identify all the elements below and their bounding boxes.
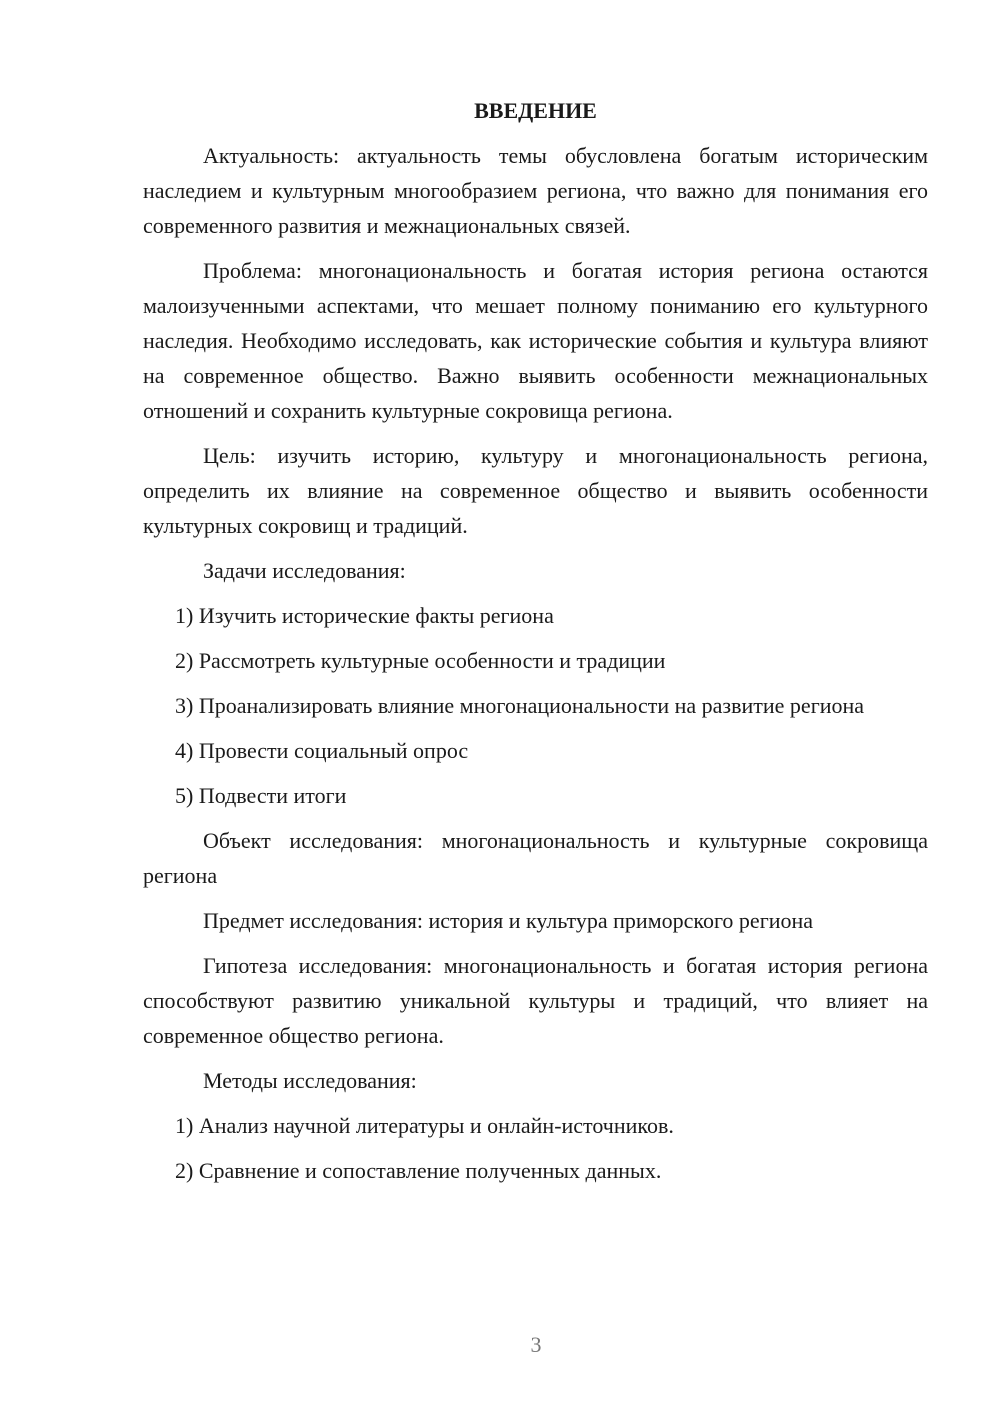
method-item: 1) Анализ научной литературы и онлайн-источников.: [175, 1113, 674, 1138]
task-item: 4) Провести социальный опрос: [175, 738, 469, 763]
relevance-paragraph: Актуальность: актуальность темы обусловлена богатым историческим наследием и культурным многообразием региона, что важно для понимания его современного развития и межнациональных связей.: [143, 143, 928, 238]
object-paragraph: Объект исследования: многонациональность и культурные сокровища региона: [143, 828, 928, 888]
tasks-title: Задачи исследования:: [203, 558, 406, 583]
page-number: 3: [530, 1332, 542, 1357]
subject-paragraph: Предмет исследования: история и культура приморского региона: [203, 908, 814, 933]
section-heading: ВВЕДЕНИЕ: [474, 98, 597, 123]
task-item: 2) Рассмотреть культурные особенности и традиции: [175, 648, 666, 673]
hypothesis-paragraph: Гипотеза исследования: многонациональность и богатая история региона способствуют развитию уникальной культуры и традиций, что влияет на современное общество региона.: [143, 953, 928, 1048]
task-item: 1) Изучить исторические факты региона: [175, 603, 554, 628]
page-content: [143, 93, 928, 1198]
problem-paragraph: Проблема: многонациональность и богатая история региона остаются малоизученными аспектами, что мешает полному пониманию его культурного наследия. Необходимо исследовать, как исторические события и культура влияют на современное общество. Важно выявить особенности межнациональных отношений и сохранить культурные сокровища региона.: [143, 258, 928, 423]
goal-paragraph: Цель: изучить историю, культуру и многонациональность региона, определить их влияние на современное общество и выявить особенности культурных сокровищ и традиций.: [143, 443, 928, 538]
task-item: 3) Проанализировать влияние многонациональности на развитие региона: [175, 693, 865, 718]
methods-title: Методы исследования:: [203, 1068, 417, 1093]
method-item: 2) Сравнение и сопоставление полученных данных.: [175, 1158, 662, 1183]
task-item: 5) Подвести итоги: [175, 783, 347, 808]
